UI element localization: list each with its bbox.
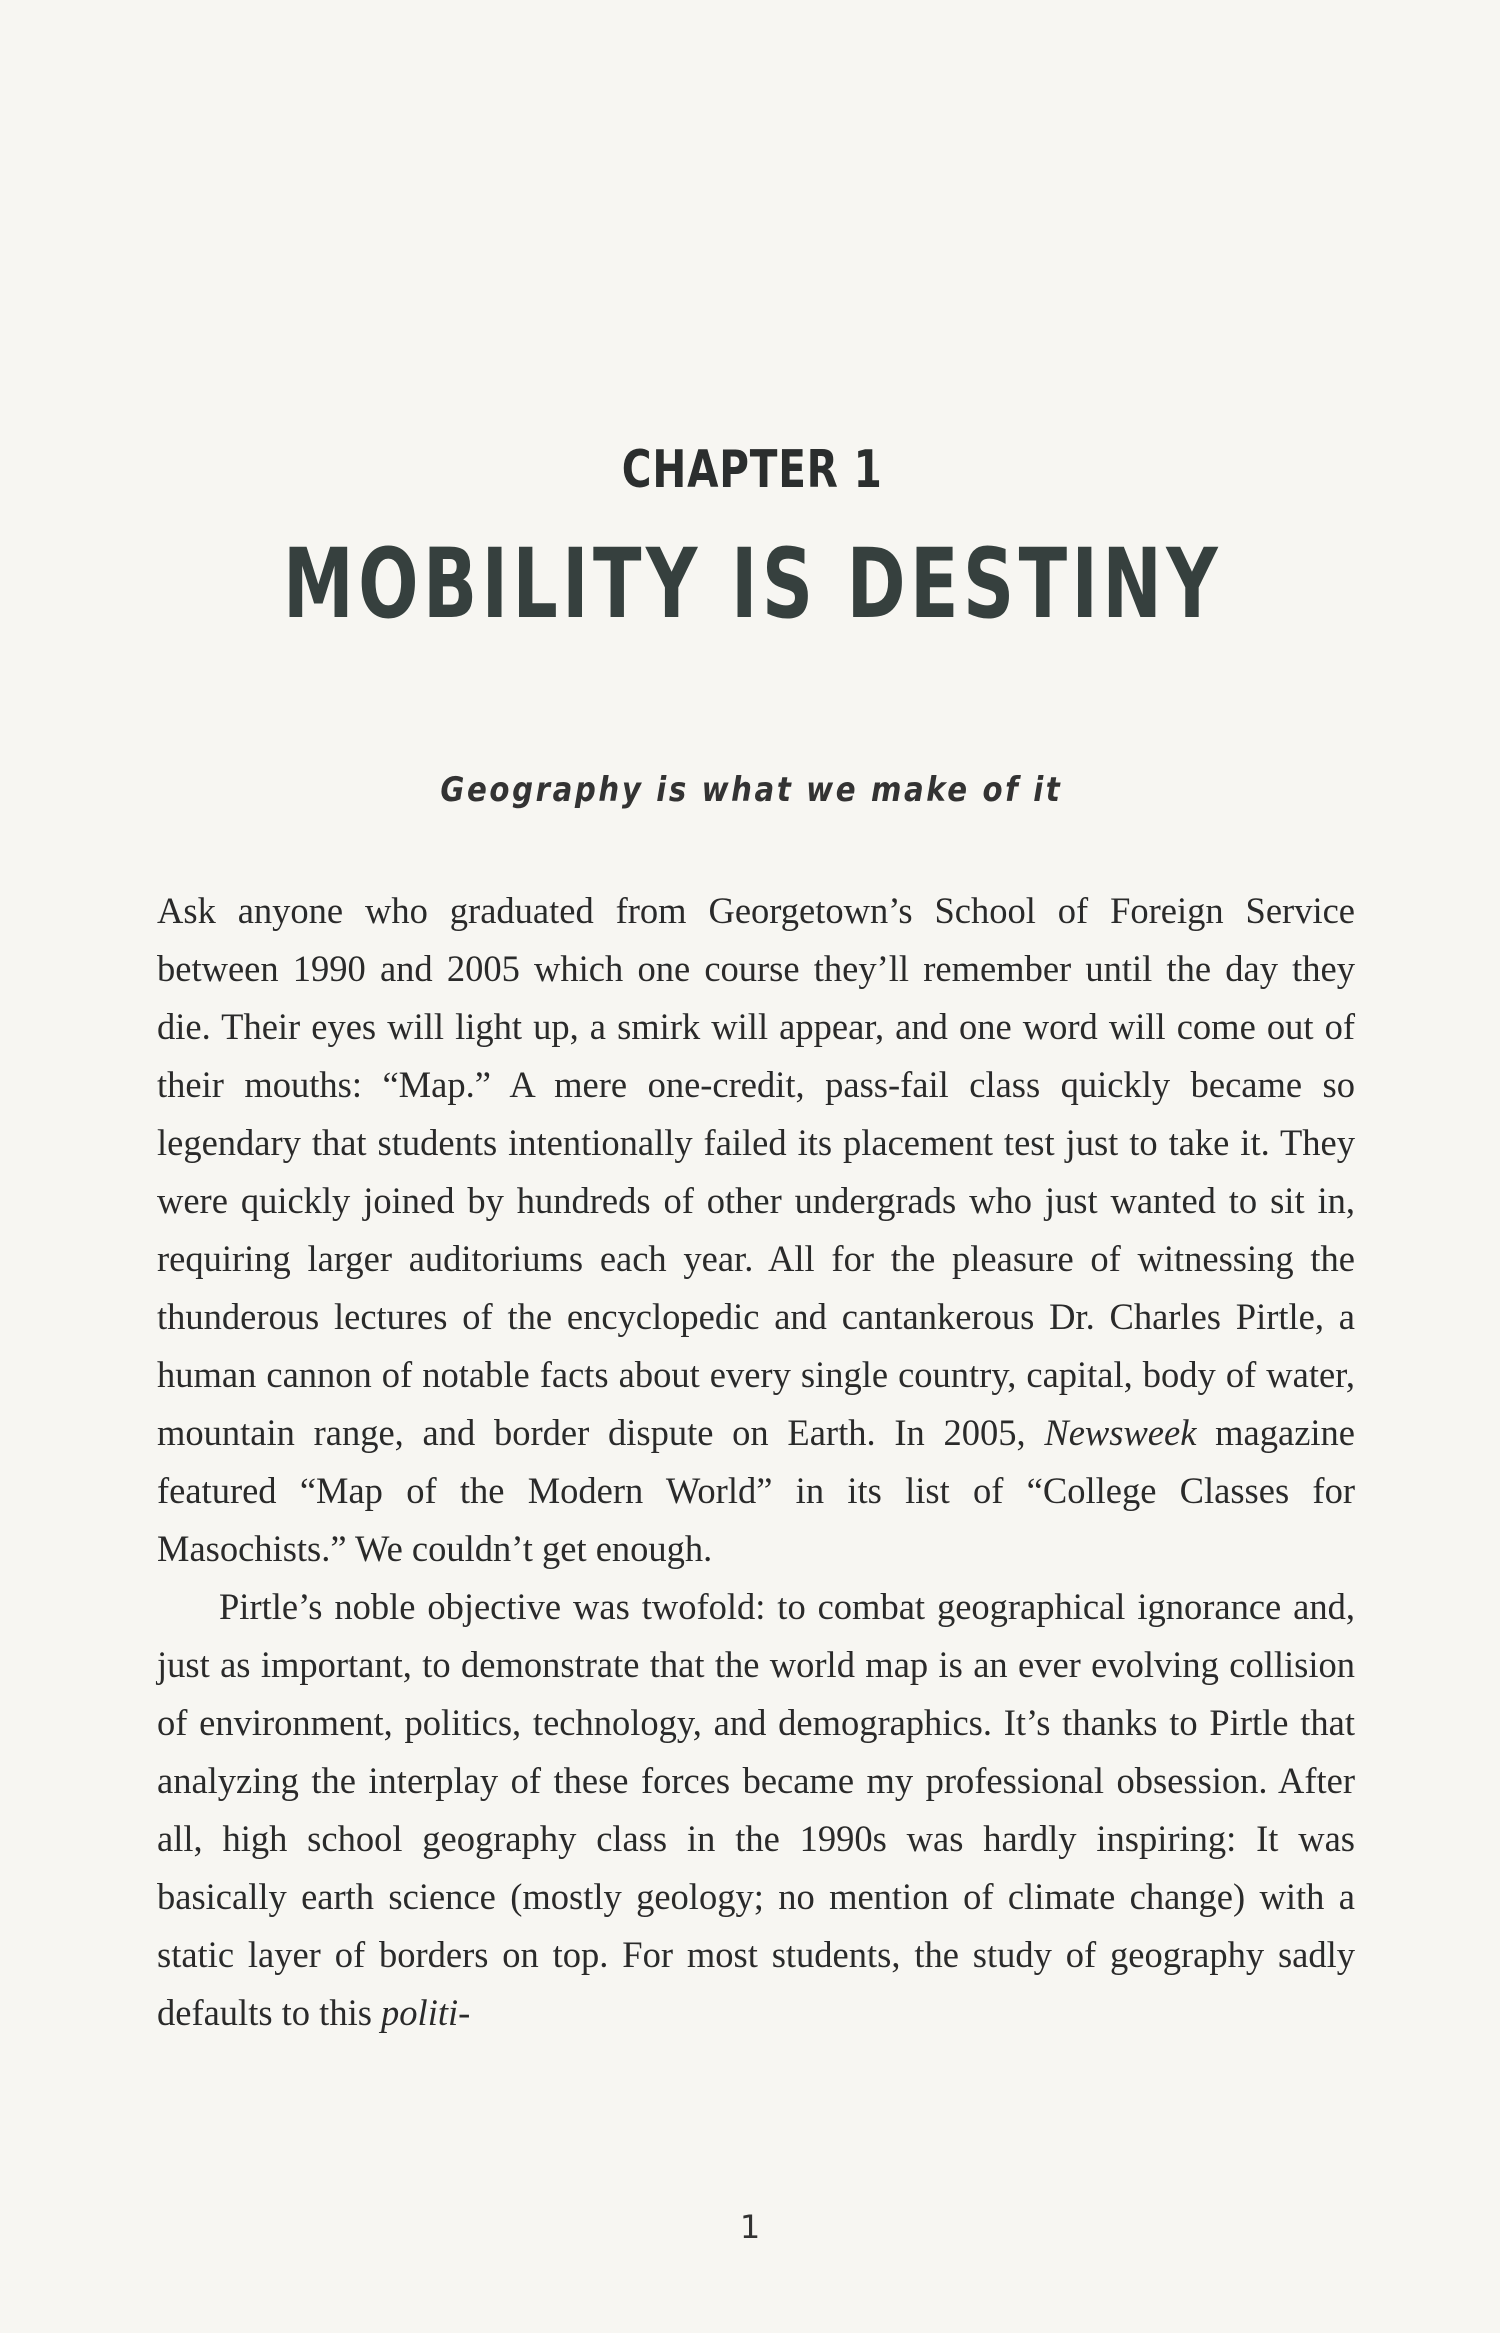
chapter-title: MOBILITY IS DESTINY [283,528,1223,640]
paragraph-2 [157,1578,1355,2042]
chapter-number: CHAPTER 1 [621,440,883,500]
italic-word-fragment: politi- [381,1992,471,2033]
body-text [157,882,1355,2042]
paragraph-1 [157,882,1355,1578]
paragraph-2-text-a: Pirtle’s noble objective was twofold: to combat geographical ignorance and, just as important, to demonstrate that the world map is an ever evolving collision of environment, politics, technology, and demographics. It’s thanks to Pirtle that analyzing the interplay of these forces became my professional obsession. After all, high school geography class in the 1990s was hardly inspiring: It was basically earth science (mostly geology; no mention of climate change) with a static layer of borders on top. For most students, the study of geography sadly defaults to this [157,1586,1355,2033]
page-number: 1 [739,2208,761,2246]
paragraph-1-text-a: Ask anyone who graduated from Georgetown’s School of Foreign Service between 1990 and 2005 which one course they’ll remember until the day they die. Their eyes will light up, a smirk will appear, and one word will come out of their mouths: “Map.” A mere one-credit, pass-fail class quickly became so legendary that students intentionally failed its placement test just to take it. They were quickly joined by hundreds of other undergrads who just wanted to sit in, requiring larger auditoriums each year. All for the pleasure of witnessing the thunderous lectures of the encyclopedic and cantankerous Dr. Charles Pirtle, a human cannon of notable facts about every single country, capital, body of water, mountain range, and border dispute on Earth. In 2005, [157,890,1355,1453]
publication-name: Newsweek [1044,1412,1197,1453]
chapter-epigraph: Geography is what we make of it [440,770,1063,810]
paragraph-1-text-b: magazine featured “Map of the Modern World” in its list of “College Classes for Masochists.” We couldn’t get enough. [157,1412,1355,1569]
